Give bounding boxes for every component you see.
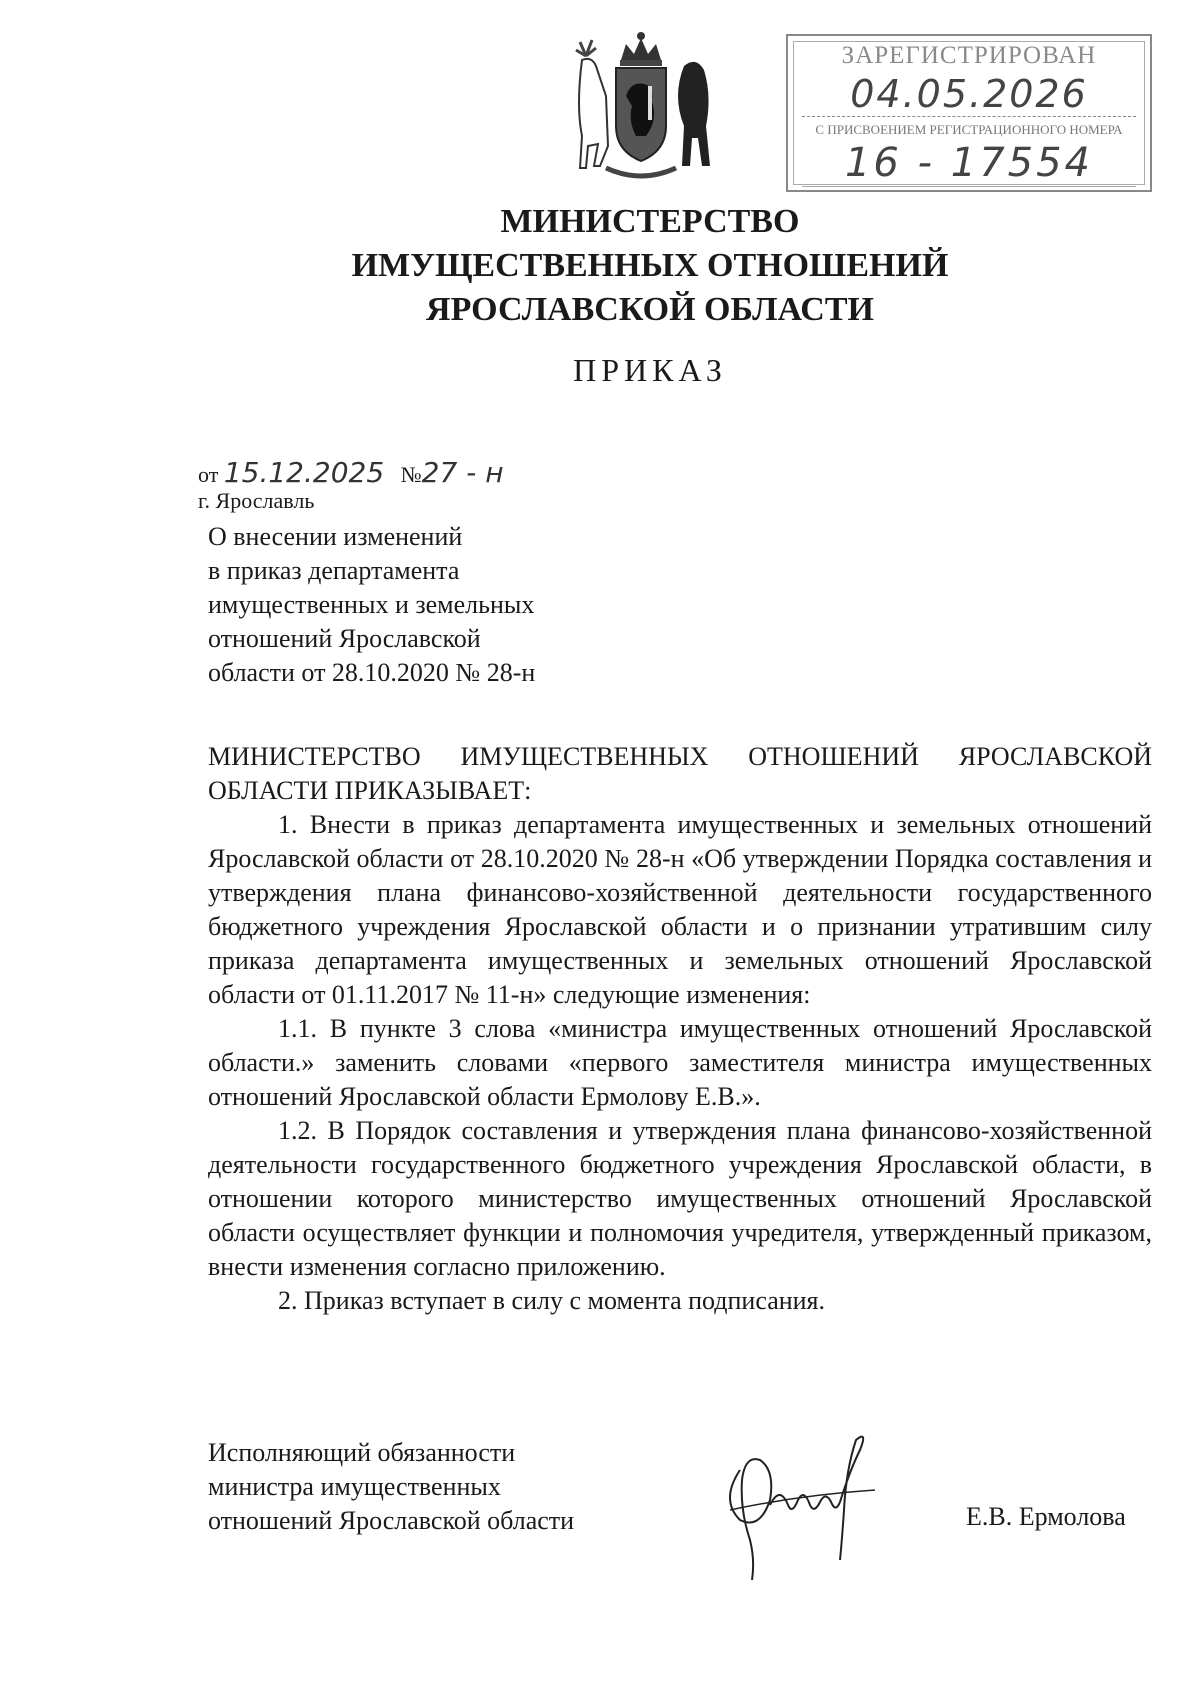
stamp-divider (802, 116, 1136, 117)
document-type: ПРИКАЗ (573, 352, 727, 388)
ministry-title-line: ЯРОСЛАВСКОЙ ОБЛАСТИ (426, 291, 874, 328)
registration-stamp (786, 34, 1152, 192)
stamp-subtitle: С ПРИСВОЕНИЕМ РЕГИСТРАЦИОННОГО НОМЕРА (815, 122, 1123, 137)
stamp-bottom-line (802, 186, 1136, 187)
handwritten-signature (700, 1410, 900, 1590)
position-line: отношений Ярославской области (208, 1506, 575, 1535)
city: г. Ярославль (198, 488, 315, 513)
preamble-line: МИНИСТЕРСТВО ИМУЩЕСТВЕННЫХ ОТНОШЕНИЙ ЯРОСЛАВСКОЙ (208, 742, 1152, 771)
item-1: 1. Внести в приказ департамента имущественных и земельных отношений Ярославской области от 28.10.2020 № 28-н «Об утверждении Порядка составления и утверждения плана финансово-хозяйственной деятельности государственного бюджетного учреждения Ярославской области и о признании утратившим силу приказа департамента имущественных и земельных отношений Ярославской области от 01.11.2017 № 11-н» следующие изменения: (208, 810, 1152, 1009)
subject-line: О внесении изменений (208, 522, 463, 551)
order-body (208, 740, 1152, 1318)
preamble-line: ОБЛАСТИ ПРИКАЗЫВАЕТ: (208, 776, 532, 805)
item-1-2: 1.2. В Порядок составления и утверждения плана финансово-хозяйственной деятельности государственного бюджетного учреждения Ярославской области, в отношении которого министерство имущественных отношений Ярославской области осуществляет функции и полномочия учредителя, утвержденный приказом, внести изменения согласно приложению. (208, 1116, 1152, 1281)
ministry-title (300, 200, 1000, 332)
subject-line: в приказ департамента (208, 556, 460, 585)
number-label: № (400, 462, 422, 487)
ministry-title-line: МИНИСТЕРСТВО (500, 203, 800, 240)
stamp-date: 04.05.2026 (850, 72, 1088, 116)
signatory-name: Е.В. Ермолова (966, 1502, 1126, 1531)
ot-label: от (198, 462, 219, 487)
subject-block (208, 520, 535, 690)
stamp-title: ЗАРЕГИСТРИРОВАН (841, 42, 1097, 69)
handwritten-date: 15.12.2025 (223, 456, 385, 489)
signatory-position (208, 1436, 574, 1538)
item-1-1: 1.1. В пункте 3 слова «министра имущественных отношений Ярославской области.» заменить словами «первого заместителя министра имущественных отношений Ярославской области Ермолову Е.В.». (208, 1014, 1152, 1111)
item-2: 2. Приказ вступает в силу с момента подписания. (278, 1286, 826, 1315)
position-line: министра имущественных (208, 1472, 501, 1501)
stamp-registration-number: 16 - 17554 (844, 140, 1093, 186)
date-number-line (198, 456, 504, 489)
subject-line: отношений Ярославской (208, 624, 481, 653)
subject-line: имущественных и земельных (208, 590, 535, 619)
subject-line: области от 28.10.2020 № 28-н (208, 658, 536, 687)
coat-of-arms-emblem (566, 26, 716, 186)
ministry-title-line: ИМУЩЕСТВЕННЫХ ОТНОШЕНИЙ (351, 247, 949, 284)
handwritten-number: 27 - н (421, 456, 504, 489)
position-line: Исполняющий обязанности (208, 1438, 516, 1467)
